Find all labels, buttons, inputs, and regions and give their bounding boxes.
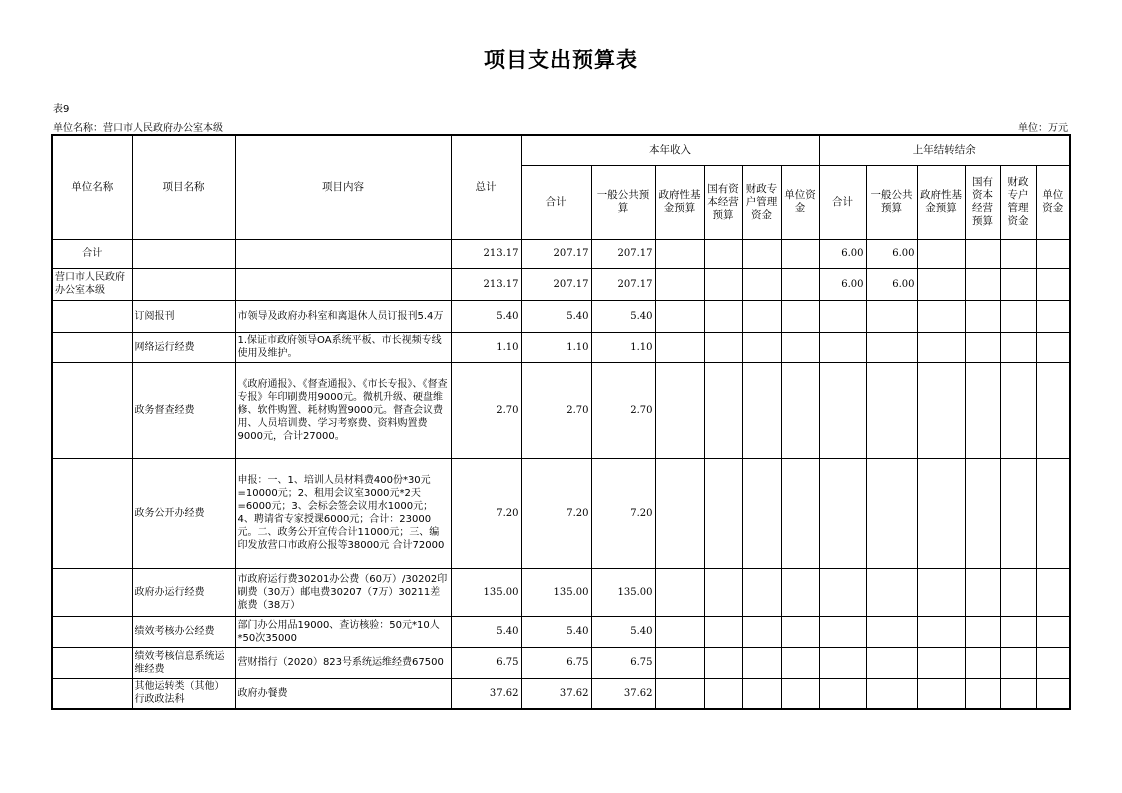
cell-cur-general: 5.40 bbox=[591, 300, 655, 332]
cell-prev-total bbox=[819, 458, 866, 568]
cell-project: 绩效考核信息系统运维经费 bbox=[132, 647, 235, 678]
cell-content: 营财指行（2020）823号系统运维经费67500 bbox=[235, 647, 451, 678]
cell-prev-total bbox=[819, 616, 866, 647]
cell-project: 政务督查经费 bbox=[132, 362, 235, 458]
cell-prev-total bbox=[819, 568, 866, 616]
cell-prev-general bbox=[866, 332, 917, 362]
header-total: 总计 bbox=[451, 135, 521, 239]
cell-project: 绩效考核办公经费 bbox=[132, 616, 235, 647]
cell-cur-total: 37.62 bbox=[521, 678, 591, 709]
cell-cur-total: 207.17 bbox=[521, 268, 591, 300]
table-row bbox=[52, 568, 1070, 616]
cell-content: 市政府运行费30201办公费（60万）/30202印刷费（30万）邮电费30207（7万）30211差旅费（38万） bbox=[235, 568, 451, 616]
cell-unit bbox=[52, 332, 132, 362]
header-prev-total: 合计 bbox=[819, 165, 866, 239]
cell-project: 订阅报刊 bbox=[132, 300, 235, 332]
cell-prev-general: 6.00 bbox=[866, 239, 917, 268]
cell-total: 1.10 bbox=[451, 332, 521, 362]
unit-name-label: 单位名称：营口市人民政府办公室本级 bbox=[53, 123, 223, 134]
cell-cur-general: 7.20 bbox=[591, 458, 655, 568]
table-number: 表9 bbox=[53, 104, 70, 115]
table-row bbox=[52, 458, 1070, 568]
header-prev-unit-fund: 单位资金 bbox=[1036, 165, 1070, 239]
cell-total: 213.17 bbox=[451, 268, 521, 300]
cell-unit bbox=[52, 458, 132, 568]
cell-prev-total bbox=[819, 647, 866, 678]
cell-total: 7.20 bbox=[451, 458, 521, 568]
cell-content bbox=[235, 239, 451, 268]
project-expenditure-table bbox=[51, 134, 1071, 710]
cell-unit bbox=[52, 568, 132, 616]
cell-unit bbox=[52, 647, 132, 678]
cell-prev-total: 6.00 bbox=[819, 268, 866, 300]
cell-cur-total: 207.17 bbox=[521, 239, 591, 268]
cell-cur-general: 135.00 bbox=[591, 568, 655, 616]
currency-unit-label: 单位：万元 bbox=[1018, 123, 1068, 134]
header-current-income: 本年收入 bbox=[521, 135, 819, 165]
cell-prev-general bbox=[866, 616, 917, 647]
cell-content bbox=[235, 268, 451, 300]
header-prior-carryover: 上年结转结余 bbox=[819, 135, 1070, 165]
cell-prev-general: 6.00 bbox=[866, 268, 917, 300]
cell-prev-total: 6.00 bbox=[819, 239, 866, 268]
header-prev-special-account: 财政专户管理资金 bbox=[1000, 165, 1036, 239]
cell-cur-general: 207.17 bbox=[591, 239, 655, 268]
table-row bbox=[52, 268, 1070, 300]
cell-cur-total: 2.70 bbox=[521, 362, 591, 458]
cell-unit: 合计 bbox=[52, 239, 132, 268]
cell-cur-general: 2.70 bbox=[591, 362, 655, 458]
cell-prev-total bbox=[819, 362, 866, 458]
table-row bbox=[52, 300, 1070, 332]
cell-content: 部门办公用品19000、查访核验：50元*10人*50次35000 bbox=[235, 616, 451, 647]
cell-project bbox=[132, 268, 235, 300]
header-project-name: 项目名称 bbox=[132, 135, 235, 239]
header-cur-total: 合计 bbox=[521, 165, 591, 239]
header-cur-unit-fund: 单位资金 bbox=[781, 165, 819, 239]
cell-unit: 营口市人民政府办公室本级 bbox=[52, 268, 132, 300]
table-row bbox=[52, 239, 1070, 268]
cell-cur-general: 1.10 bbox=[591, 332, 655, 362]
cell-total: 135.00 bbox=[451, 568, 521, 616]
cell-content: 《政府通报》、《督查通报》、《市长专报》、《督查专报》年印刷费用9000元。微机升级、硬盘维修、软件购置、耗材购置9000元。督查会议费用、人员培训费、学习考察费、资料购置费9000元，合计27000。 bbox=[235, 362, 451, 458]
header-prev-gov-fund: 政府性基金预算 bbox=[917, 165, 965, 239]
cell-prev-total bbox=[819, 678, 866, 709]
cell-content: 政府办餐费 bbox=[235, 678, 451, 709]
header-cur-special-account: 财政专户管理资金 bbox=[742, 165, 781, 239]
table-row bbox=[52, 332, 1070, 362]
cell-prev-total bbox=[819, 332, 866, 362]
cell-unit bbox=[52, 300, 132, 332]
cell-total: 5.40 bbox=[451, 300, 521, 332]
cell-prev-total bbox=[819, 300, 866, 332]
cell-prev-general bbox=[866, 568, 917, 616]
cell-prev-general bbox=[866, 362, 917, 458]
table-row bbox=[52, 678, 1070, 709]
table-row bbox=[52, 362, 1070, 458]
header-prev-general: 一般公共预算 bbox=[866, 165, 917, 239]
cell-cur-total: 6.75 bbox=[521, 647, 591, 678]
header-unit-name: 单位名称 bbox=[52, 135, 132, 239]
cell-project: 政务公开办经费 bbox=[132, 458, 235, 568]
header-prev-state-capital: 国有资本经营预算 bbox=[965, 165, 1000, 239]
header-row-1 bbox=[52, 135, 1070, 165]
cell-total: 213.17 bbox=[451, 239, 521, 268]
cell-cur-general: 207.17 bbox=[591, 268, 655, 300]
cell-project: 其他运转类（其他）行政政法科 bbox=[132, 678, 235, 709]
cell-total: 5.40 bbox=[451, 616, 521, 647]
cell-project: 网络运行经费 bbox=[132, 332, 235, 362]
cell-project: 政府办运行经费 bbox=[132, 568, 235, 616]
header-project-content: 项目内容 bbox=[235, 135, 451, 239]
cell-total: 6.75 bbox=[451, 647, 521, 678]
header-cur-state-capital: 国有资本经营预算 bbox=[704, 165, 742, 239]
cell-cur-total: 5.40 bbox=[521, 616, 591, 647]
cell-unit bbox=[52, 616, 132, 647]
cell-unit bbox=[52, 362, 132, 458]
cell-prev-general bbox=[866, 678, 917, 709]
cell-prev-general bbox=[866, 300, 917, 332]
cell-cur-general: 6.75 bbox=[591, 647, 655, 678]
cell-cur-total: 5.40 bbox=[521, 300, 591, 332]
cell-prev-general bbox=[866, 458, 917, 568]
cell-content: 市领导及政府办科室和离退休人员订报刊5.4万 bbox=[235, 300, 451, 332]
cell-total: 2.70 bbox=[451, 362, 521, 458]
cell-cur-general: 5.40 bbox=[591, 616, 655, 647]
header-cur-gov-fund: 政府性基金预算 bbox=[655, 165, 704, 239]
cell-cur-total: 135.00 bbox=[521, 568, 591, 616]
cell-content: 申报：一、1、培训人员材料费400份*30元=10000元；2、租用会议室3000元*2天=6000元；3、会标会签会议用水1000元；4、聘请省专家授课6000元；合计：23000元。二、政务公开宣传合计11000元；三、编印发放营口市政府公报等38000元 合计72000 bbox=[235, 458, 451, 568]
table-row bbox=[52, 647, 1070, 678]
cell-project bbox=[132, 239, 235, 268]
cell-unit bbox=[52, 678, 132, 709]
cell-total: 37.62 bbox=[451, 678, 521, 709]
cell-cur-general: 37.62 bbox=[591, 678, 655, 709]
header-cur-general: 一般公共预算 bbox=[591, 165, 655, 239]
page-title: 项目支出预算表 bbox=[484, 48, 638, 72]
cell-cur-total: 7.20 bbox=[521, 458, 591, 568]
cell-prev-general bbox=[866, 647, 917, 678]
cell-cur-total: 1.10 bbox=[521, 332, 591, 362]
cell-content: 1.保证市政府领导OA系统平板、市长视频专线使用及维护。 bbox=[235, 332, 451, 362]
table-row bbox=[52, 616, 1070, 647]
